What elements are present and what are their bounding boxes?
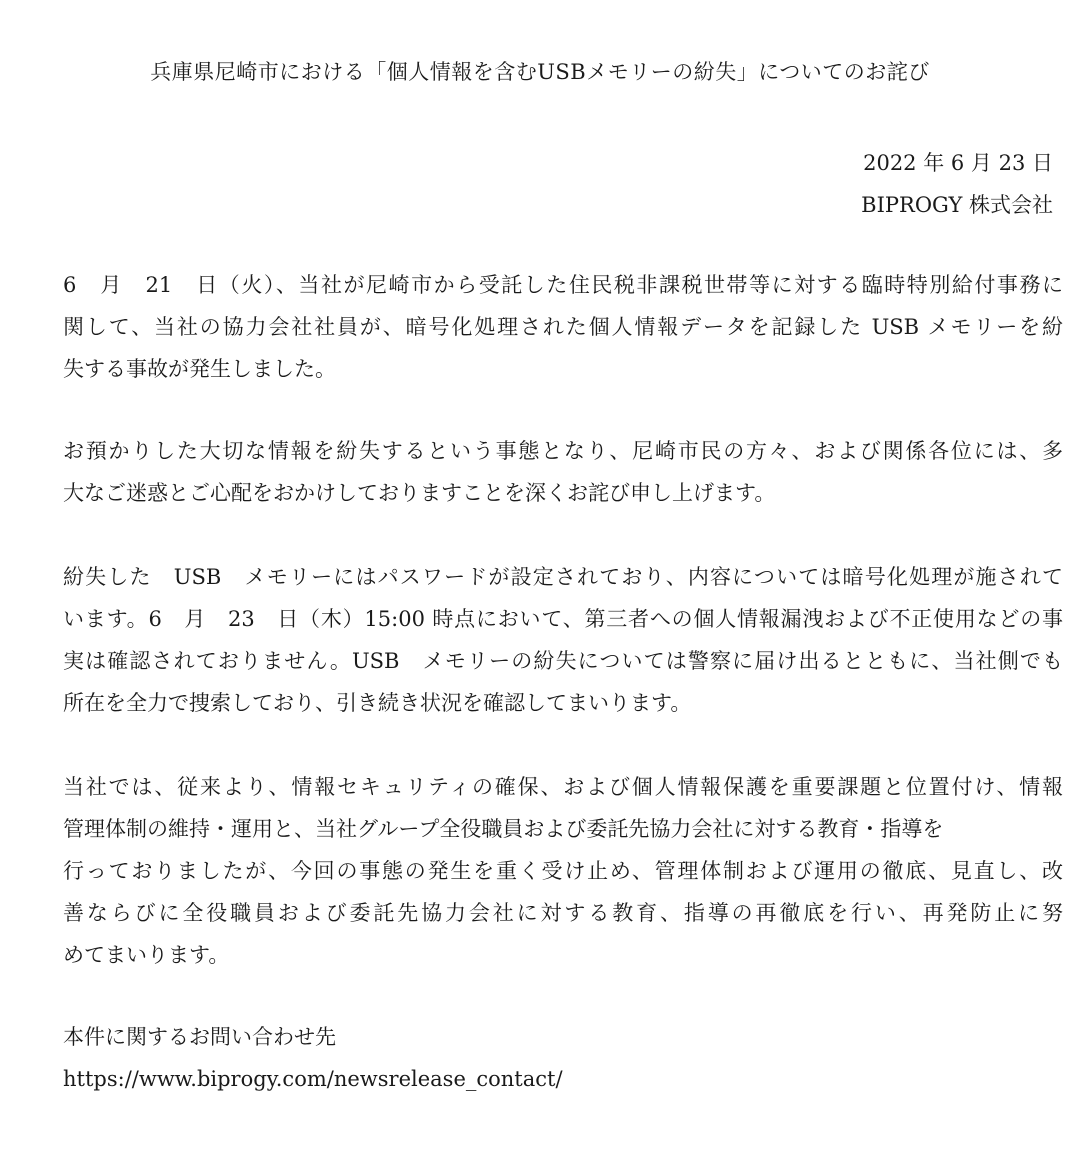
release-date: 2022 年 6 月 23 日 [863, 151, 1053, 175]
paragraph-line: 所在を全力で捜索しており、引き続き状況を確認してまいります。 [63, 691, 692, 715]
paragraph-line: 失する事故が発生しました。 [63, 357, 336, 381]
paragraph-status [63, 556, 1063, 724]
paragraph-line: 実は確認されておりません。USB メモリーの紛失については警察に届け出るとともに、当社側でも [63, 649, 1063, 673]
paragraph-line: 管理体制の維持・運用と、当社グループ全役職員および委託先協力会社に対する教育・指導を [63, 817, 944, 841]
document-title: 兵庫県尼崎市における「個人情報を含むUSBメモリーの紛失」についてのお詫び [150, 60, 930, 84]
paragraph-line: 行っておりましたが、今回の事態の発生を重く受け止め、管理体制および運用の徹底、見直し、改 [63, 859, 1063, 883]
paragraph-prevention [63, 766, 1063, 976]
issuer-block [861, 142, 1053, 226]
paragraph-incident [63, 264, 1063, 390]
contact-label: 本件に関するお問い合わせ先 [63, 1025, 336, 1049]
paragraph-apology [63, 430, 1063, 514]
company-name: BIPROGY 株式会社 [861, 193, 1053, 217]
paragraph-line: 関して、当社の協力会社社員が、暗号化処理された個人情報データを記録した USB メモリーを紛 [63, 315, 1063, 339]
contact-url[interactable]: https://www.biprogy.com/newsrelease_contact/ [63, 1067, 563, 1091]
paragraph-line: 紛失した USB メモリーにはパスワードが設定されており、内容については暗号化処理が施されて [63, 565, 1063, 589]
paragraph-line: 善ならびに全役職員および委託先協力会社に対する教育、指導の再徹底を行い、再発防止に努 [63, 901, 1063, 925]
paragraph-line: 当社では、従来より、情報セキュリティの確保、および個人情報保護を重要課題と位置付け、情報 [63, 775, 1063, 799]
paragraph-line: います。6 月 23 日（木）15:00 時点において、第三者への個人情報漏洩および不正使用などの事 [63, 607, 1063, 631]
paragraph-line: めてまいります。 [63, 943, 230, 967]
paragraph-line: 大なご迷惑とご心配をおかけしておりますことを深くお詫び申し上げます。 [63, 481, 776, 505]
paragraph-line: お預かりした大切な情報を紛失するという事態となり、尼崎市民の方々、および関係各位には、多 [63, 439, 1063, 463]
paragraph-line: 6 月 21 日（火）、当社が尼崎市から受託した住民税非課税世帯等に対する臨時特別給付事務に [63, 273, 1063, 297]
contact-section [63, 1016, 1063, 1100]
